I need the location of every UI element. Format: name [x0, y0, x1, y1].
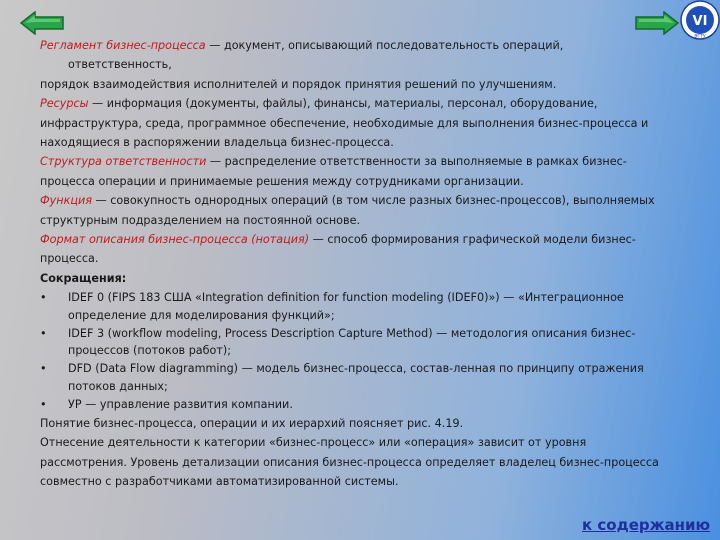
structure-line2: процесса операции и принимаемые решения между сотрудниками организации. [40, 174, 524, 188]
bullet-dot: • [40, 397, 47, 411]
concept-line: Понятие бизнес-процесса, операции и их иерархий поясняет рис. 4.19. [40, 416, 464, 430]
abbreviations-heading: Сокращения: [40, 271, 127, 285]
reglament-line3: порядок взаимодействия исполнителей и порядок принятия решений по улучшениям. [40, 77, 557, 91]
levels-line3: совместно с разработчиками автоматизированной системы. [40, 475, 399, 489]
resources-line2: инфраструктура, среда, программное обеспечение, необходимые для выполнения бизнес-процесса и [40, 116, 649, 130]
back-arrow-icon[interactable] [20, 11, 64, 35]
svg-text:ВГТУ: ВГТУ [694, 34, 706, 40]
bullet-dot: • [40, 326, 47, 340]
term-reglament: Регламент бизнес-процесса [40, 39, 206, 52]
format-definition: Формат описания бизнес-процесса (нотация) — способ формирования графической модели бизнес- [40, 233, 636, 247]
structure-definition: Структура ответственности — распределение ответственности за выполняемые в рамках бизнес- [40, 155, 627, 169]
levels-line2: рассмотрения. Уровень детализации описания бизнес-процесса определяет владелец бизнес-процесса [40, 455, 659, 469]
format-line2: процесса. [40, 252, 99, 266]
bullet-dfd: • DFD (Data Flow diagramming) — модель бизнес-процесса, состав-ленная по принципу отражения потоков данных; [40, 359, 670, 394]
function-line2: структурным подразделением на постоянной основе. [40, 213, 361, 227]
function-definition: Функция — совокупность однородных операций (в том числе разных бизнес-процессов), выполняемых [40, 194, 655, 208]
term-format: Формат описания бизнес-процесса (нотация) [40, 233, 310, 247]
resources-definition: Ресурсы — информация (документы, файлы), финансы, материалы, персонал, оборудование, [40, 97, 598, 111]
svg-text:VI: VI [692, 14, 708, 29]
bullet-dot: • [40, 291, 47, 305]
table-of-contents-link[interactable]: к содержанию [582, 516, 711, 534]
resources-line3: находящиеся в распоряжении владельца бизнес-процесса. [40, 136, 394, 150]
bullet-ur: • УР — управление развития компании. [40, 395, 670, 414]
forward-arrow-icon[interactable] [635, 11, 679, 35]
term-structure: Структура ответственности [40, 155, 207, 169]
bullet-idef0: • IDEF 0 (FIPS 183 США «Integration definition for function modeling (IDEF0)») — «Интеграционное определение для моделирования функций»; [40, 288, 670, 323]
reglament-definition: Регламент бизнес-процесса — документ, описывающий последовательность операций, [40, 39, 564, 52]
term-resources: Ресурсы [40, 97, 89, 111]
bullet-dot: • [40, 362, 47, 376]
levels-line1: Отнесение деятельности к категории «бизнес-процесс» или «операция» зависит от уровня [40, 436, 587, 450]
reglament-line2: ответственность, [68, 58, 172, 72]
bullet-idef3: • IDEF 3 (workflow modeling, Process Description Capture Method) — методология описания бизнес- процессов (потоков работ); [40, 324, 670, 359]
document-body [40, 36, 670, 492]
university-logo [680, 0, 720, 40]
term-function: Функция [40, 194, 92, 208]
